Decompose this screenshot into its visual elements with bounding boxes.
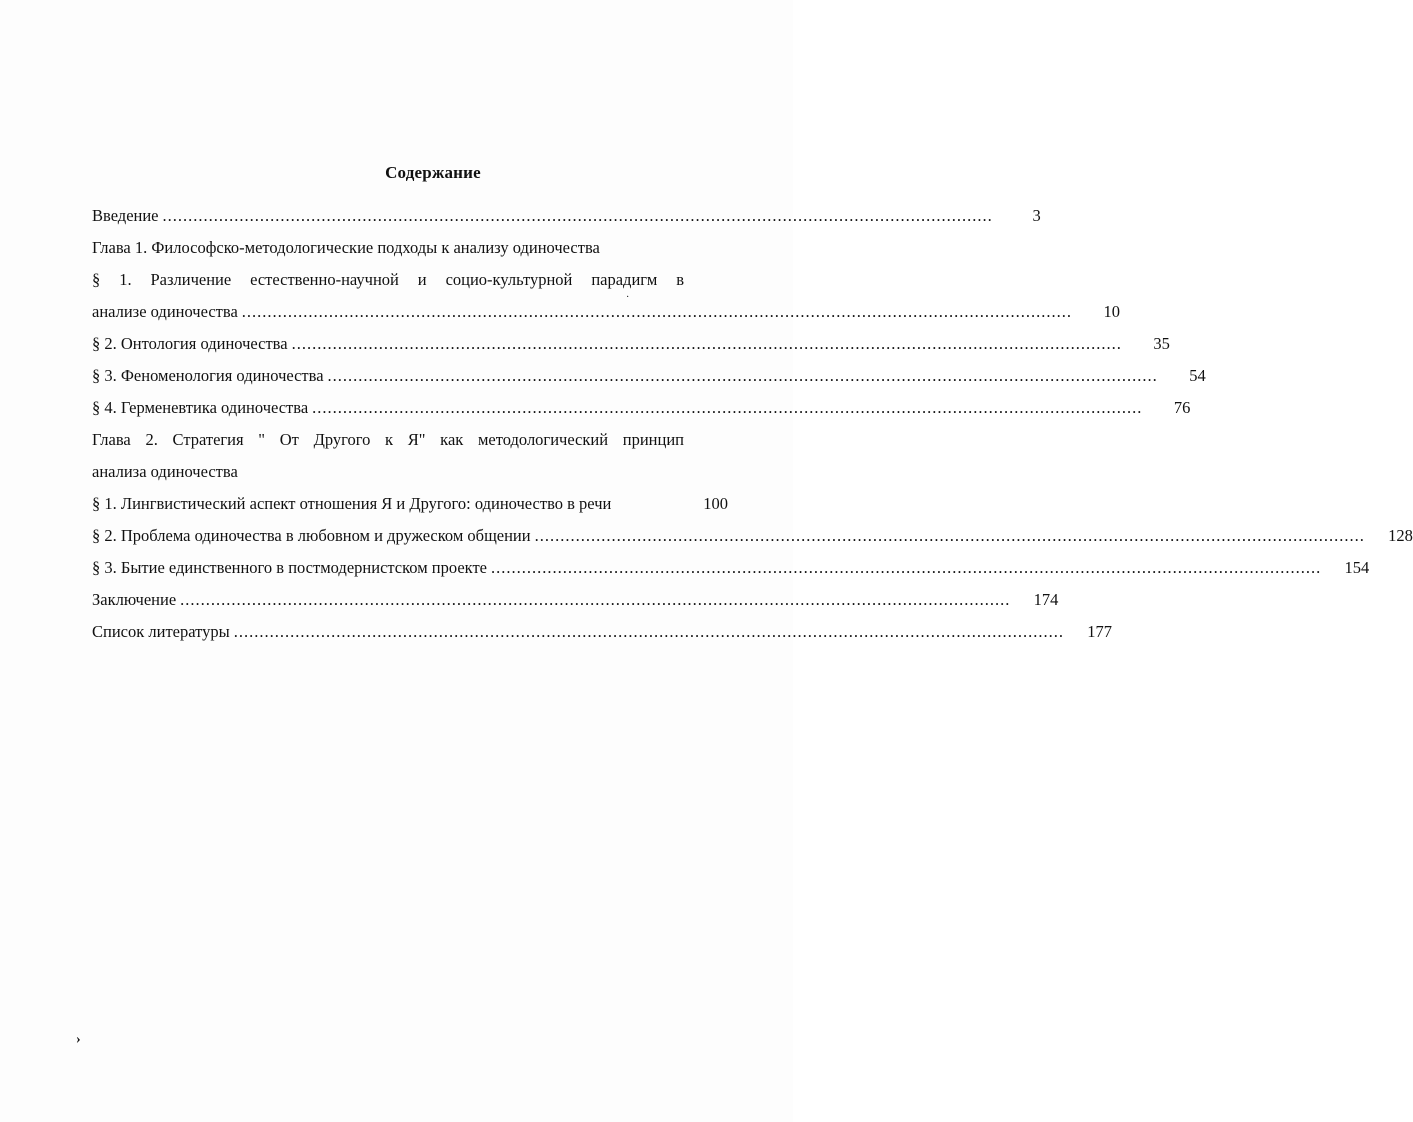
toc-entry-1-4[interactable] [92, 396, 1191, 420]
toc-entry-bibliography[interactable] [92, 620, 1112, 644]
toc-entry-2-2[interactable] [92, 524, 1413, 548]
toc-page-number: 174 [1033, 590, 1059, 609]
toc-entry-text: анализе одиночества [92, 302, 238, 321]
page-title: Содержание [385, 163, 481, 182]
toc-entry-text: § 3. Бытие единственного в постмодернистском проекте [92, 558, 487, 577]
toc-entry-1-1-line1[interactable]: § 1. Различение естественно-научной и социо-культурной парадигм в [92, 270, 684, 289]
toc-entry-text: § 4. Герменевтика одиночества [92, 398, 309, 417]
dot-leader: .................................................................................................................................................................. [491, 558, 1322, 577]
dot-leader: .................................................................................................................................................................. [534, 526, 1365, 545]
toc-page-number: 35 [1153, 334, 1170, 353]
dot-leader: .................................................................................................................................................................. [312, 398, 1143, 417]
toc-page-number: 128 [1388, 526, 1413, 545]
toc-page-number: 3 [1032, 206, 1041, 225]
toc-page-number: 76 [1173, 398, 1191, 417]
toc-entry-text: § 2. Онтология одиночества [92, 334, 288, 353]
toc-entry-2-3[interactable] [92, 556, 1370, 580]
toc-page-number: 100 [703, 494, 728, 513]
toc-entry-intro[interactable] [92, 204, 1041, 228]
dot-leader: .................................................................................................................................................................. [291, 334, 1122, 353]
toc-chapter-1[interactable]: Глава 1. Философско-методологические подходы к анализу одиночества [92, 238, 600, 257]
toc-entry-text: § 2. Проблема одиночества в любовном и дружеском общении [92, 526, 531, 545]
toc-entry-text: § 3. Феноменология одиночества [92, 366, 324, 385]
toc-chapter-2-line1[interactable]: Глава 2. Стратегия " От Другого к Я" как методологический принцип [92, 430, 684, 449]
scan-corner-mark: › [76, 1032, 81, 1047]
dot-leader: .................................................................................................................................................................. [241, 302, 1073, 321]
toc-entry-1-3[interactable] [92, 364, 1206, 388]
toc-page-number: 54 [1189, 366, 1206, 385]
toc-entry-text: § 1. Лингвистический аспект отношения Я и Другого: одиночество в речи [92, 494, 612, 513]
toc-chapter-2-line2[interactable]: анализа одиночества [92, 462, 238, 481]
toc-page-number: 10 [1103, 302, 1121, 321]
toc-entry-text: Введение [92, 206, 159, 225]
toc-entry-1-1[interactable] [92, 300, 1121, 324]
toc-entry-text: Список литературы [92, 622, 230, 641]
dot-leader: .................................................................................................................................................................. [327, 366, 1158, 385]
toc-page-number: 154 [1344, 558, 1370, 577]
toc-entry-text: Заключение [92, 590, 177, 609]
toc-entry-conclusion[interactable] [92, 588, 1059, 612]
dot-leader: .................................................................................................................................................................. [180, 590, 1011, 609]
toc-entry-2-1[interactable] [92, 492, 728, 516]
scan-speck: · [626, 292, 630, 303]
toc-entry-1-2[interactable] [92, 332, 1170, 356]
dot-leader: .................................................................................................................................................................. [162, 206, 993, 225]
dot-leader: .................................................................................................................................................................. [233, 622, 1064, 641]
toc-page-number: 177 [1087, 622, 1112, 641]
